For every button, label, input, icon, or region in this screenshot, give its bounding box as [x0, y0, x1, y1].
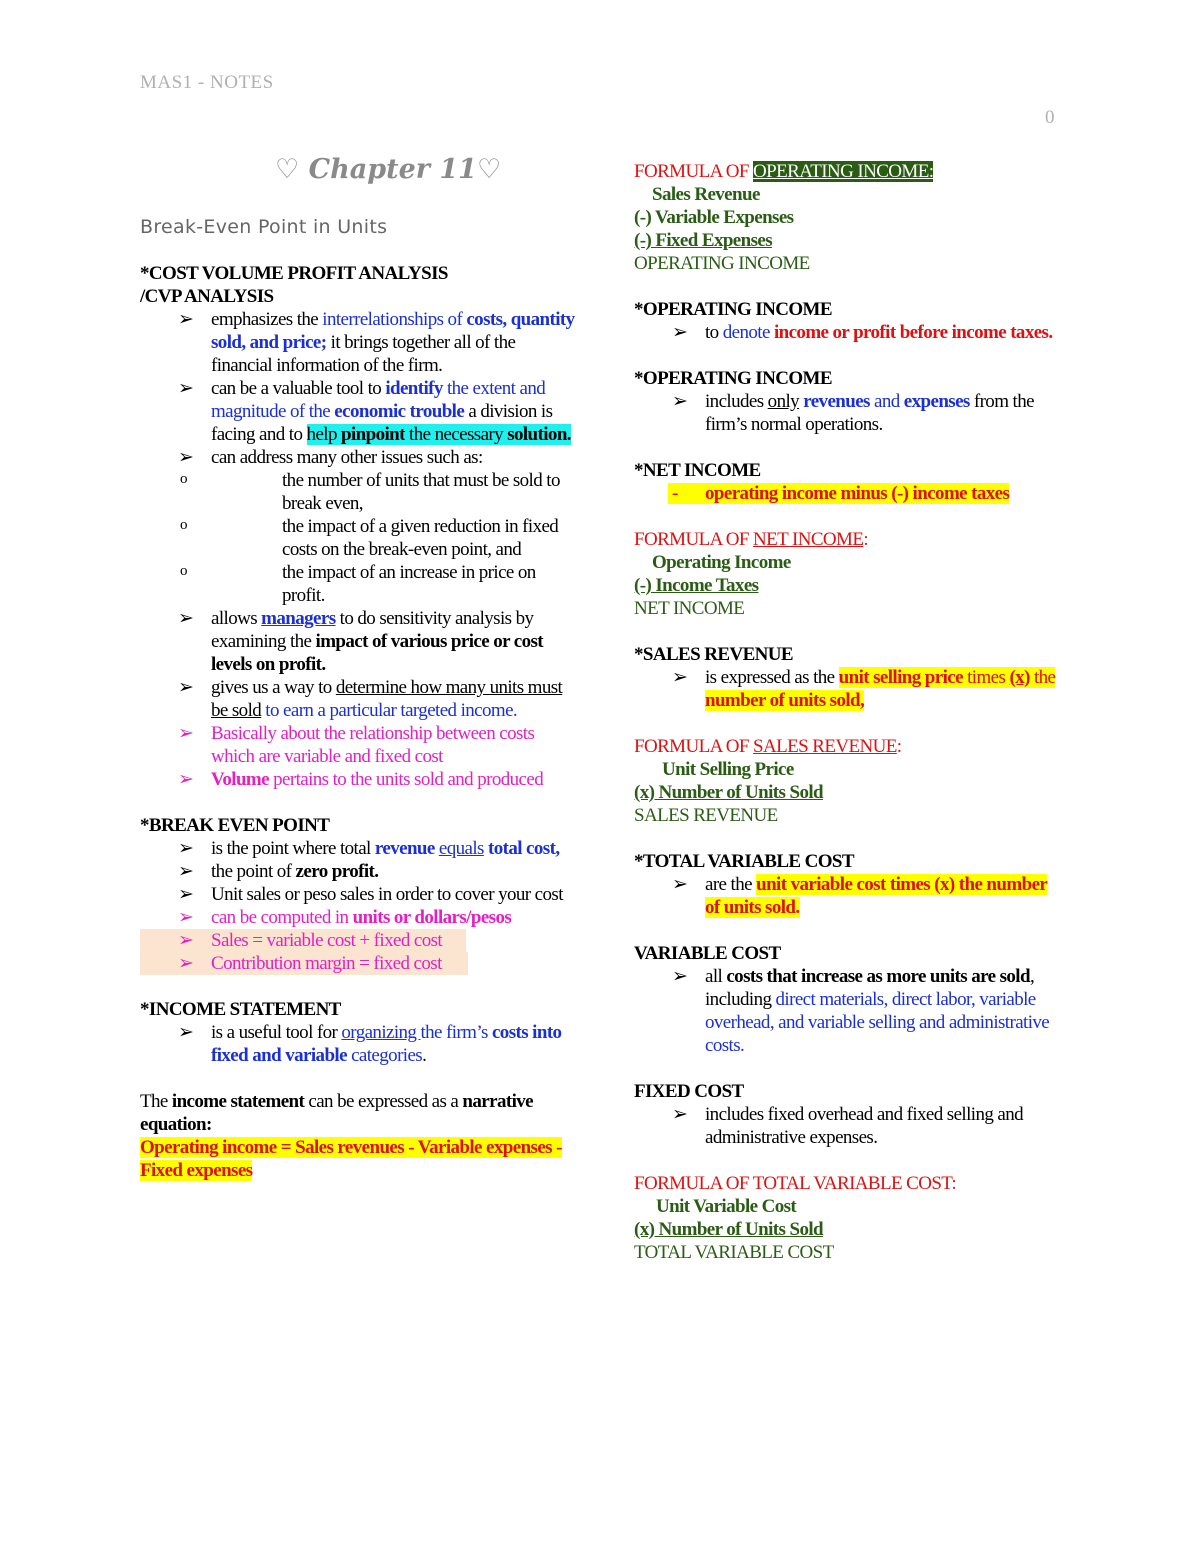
formula-line: Unit Variable Cost: [656, 1196, 797, 1217]
formula-line: (-) Fixed Expenses: [634, 230, 773, 251]
formula-result: NET INCOME: [634, 598, 745, 619]
formula-sales-revenue-title: FORMULA OF SALES REVENUE:: [634, 736, 902, 757]
formula-line: (x) Number of Units Sold: [634, 782, 823, 803]
formula-net-income-title: FORMULA OF NET INCOME:: [634, 529, 869, 550]
list-item: ➢ all costs that increase as more units are sold, including direct materials, direct labor, variable overhead, and variable selling and administrative costs.: [634, 965, 1064, 1057]
formula-result: OPERATING INCOME: [634, 253, 810, 274]
formula-result: TOTAL VARIABLE COST: [634, 1242, 834, 1263]
formula-line: Sales Revenue: [652, 184, 760, 205]
left-column: [140, 148, 580, 1182]
sales-revenue-bullets: [634, 666, 1064, 712]
operating-income-heading: *OPERATING INCOME: [634, 299, 832, 320]
list-item: ➢ Contribution margin = fixed cost: [140, 952, 468, 975]
list-item: ➢ is expressed as the unit selling price times (x) the number of units sold,: [634, 666, 1064, 712]
formula-result: SALES REVENUE: [634, 805, 778, 826]
bep-heading: *BREAK EVEN POINT: [140, 815, 330, 836]
bep-bullets: [140, 837, 580, 975]
list-item: ➢ can be a valuable tool to identify the extent and magnitude of the economic trouble a division is facing and to help pinpoint the necessary solution.: [140, 377, 580, 446]
formula-line: Operating Income: [652, 552, 791, 573]
formula-operating-income-title: FORMULA OF OPERATING INCOME:: [634, 161, 934, 182]
income-statement-heading: *INCOME STATEMENT: [140, 999, 341, 1020]
list-item: ➢ Unit sales or peso sales in order to cover your cost: [140, 883, 580, 906]
section-subtitle: Break-Even Point in Units: [140, 216, 388, 238]
income-statement-bullets: [140, 1021, 580, 1067]
page-number: 0: [1045, 107, 1055, 128]
list-item: ➢ Basically about the relationship between costs which are variable and fixed cost: [140, 722, 580, 768]
formula-line: Unit Selling Price: [662, 759, 794, 780]
list-item: ➢ Sales = variable cost + fixed cost: [140, 929, 466, 952]
operating-income-heading-2: *OPERATING INCOME: [634, 368, 832, 389]
list-item: ➢ includes fixed overhead and fixed selling and administrative expenses.: [634, 1103, 1064, 1149]
list-item: ➢ are the unit variable cost times (x) the number of units sold.: [634, 873, 1064, 919]
list-item: ➢ allows managers to do sensitivity analysis by examining the impact of various price or cost levels on profit.: [140, 607, 580, 676]
list-item: ➢ can address many other issues such as: o the number of units that must be sold to break even, o the impact of a given reduction in fixed costs on the break-even point, and o the impact of an increase in price on profit.: [140, 446, 580, 607]
operating-income-bullets-2: [634, 390, 1064, 436]
fixed-cost-heading: FIXED COST: [634, 1081, 744, 1102]
list-item: ➢ to denote income or profit before income taxes.: [634, 321, 1064, 344]
formula-line: (x) Number of Units Sold: [634, 1219, 823, 1240]
sub-list: [140, 469, 580, 607]
formula-line: (-) Variable Expenses: [634, 207, 794, 228]
list-item: ➢ is the point where total revenue equals total cost,: [140, 837, 580, 860]
income-statement-paragraph: The income statement can be expressed as a narrative equation:: [140, 1091, 533, 1135]
list-item: ➢ includes only revenues and expenses from the firm’s normal operations.: [634, 390, 1064, 436]
formula-line: (-) Income Taxes: [634, 575, 759, 596]
list-item: - operating income minus (-) income taxes: [634, 482, 1064, 505]
chapter-title: ♡ Chapter 11♡: [275, 154, 502, 185]
right-column: [634, 160, 1064, 1264]
page-header: MAS1 - NOTES: [140, 72, 274, 93]
fixed-cost-bullets: [634, 1103, 1064, 1149]
operating-income-bullets: [634, 321, 1064, 344]
list-item: ➢ is a useful tool for organizing the firm’s costs into fixed and variable categories.: [140, 1021, 580, 1067]
formula-total-variable-cost-title: FORMULA OF TOTAL VARIABLE COST:: [634, 1173, 957, 1194]
cvp-bullets: [140, 308, 580, 791]
cvp-heading: *COST VOLUME PROFIT ANALYSIS /CVP ANALYSIS: [140, 263, 448, 307]
narrative-equation: Operating income = Sales revenues - Variable expenses - Fixed expenses: [140, 1137, 562, 1181]
list-item: ➢ gives us a way to determine how many units must be sold to earn a particular targeted income.: [140, 676, 580, 722]
sub-list-item: o the impact of a given reduction in fixed costs on the break-even point, and: [140, 515, 580, 561]
net-income-bullets: [634, 482, 1064, 505]
list-item: ➢ can be computed in units or dollars/pesos: [140, 906, 580, 929]
sub-list-item: o the impact of an increase in price on profit.: [140, 561, 580, 607]
sub-list-item: o the number of units that must be sold to break even,: [140, 469, 580, 515]
total-variable-cost-bullets: [634, 873, 1064, 919]
total-variable-cost-heading: *TOTAL VARIABLE COST: [634, 851, 854, 872]
list-item: ➢ emphasizes the interrelationships of costs, quantity sold, and price; it brings together all of the financial information of the firm.: [140, 308, 580, 377]
list-item: ➢ Volume pertains to the units sold and produced: [140, 768, 580, 791]
net-income-heading: *NET INCOME: [634, 460, 761, 481]
variable-cost-heading: VARIABLE COST: [634, 943, 781, 964]
list-item: ➢ the point of zero profit.: [140, 860, 580, 883]
variable-cost-bullets: [634, 965, 1064, 1057]
sales-revenue-heading: *SALES REVENUE: [634, 644, 793, 665]
